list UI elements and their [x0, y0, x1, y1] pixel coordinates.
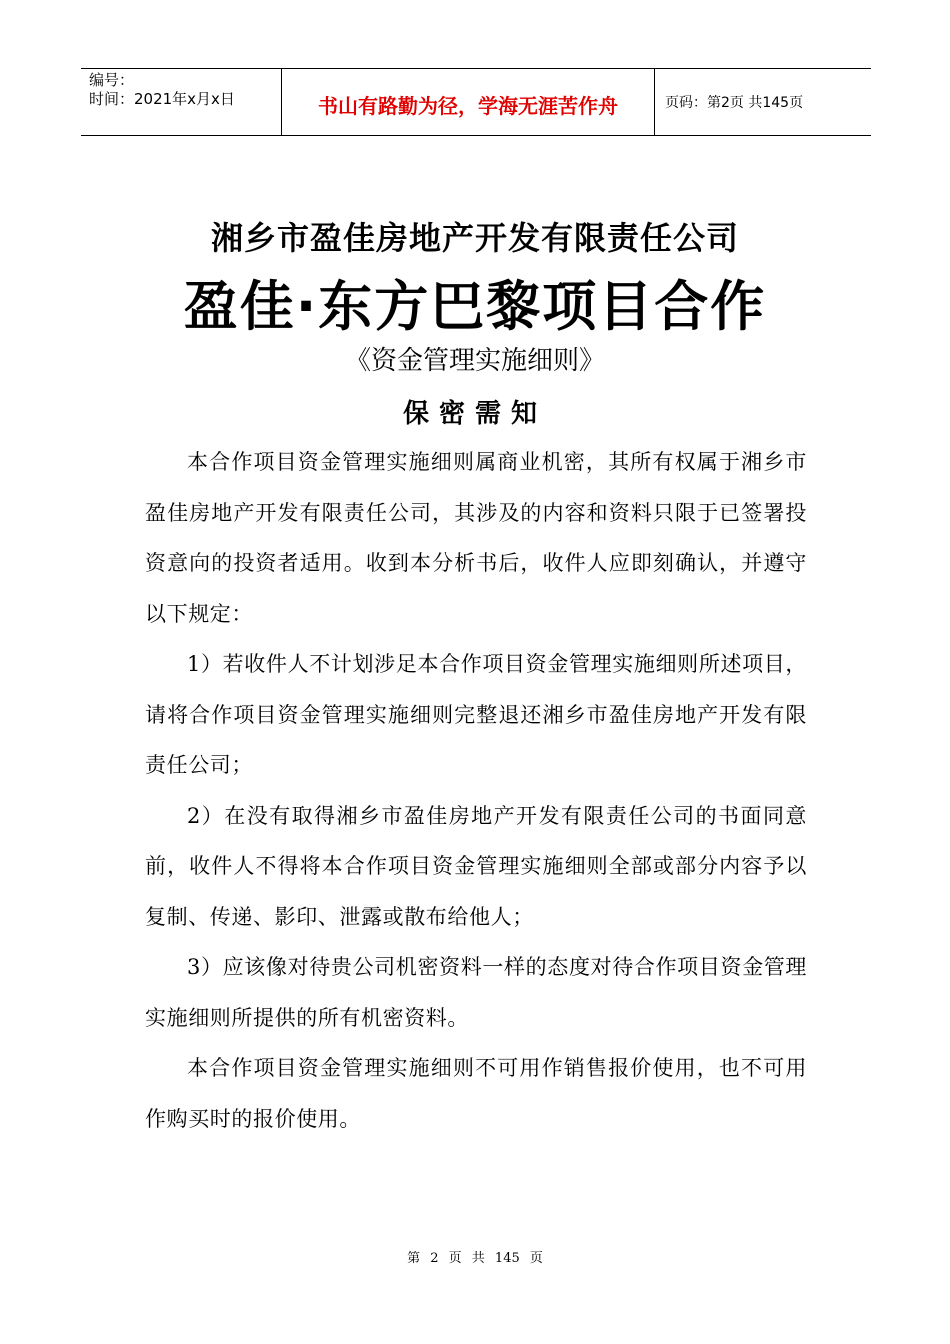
paragraph-rule-3: 3）应该像对待贵公司机密资料一样的态度对待合作项目资金管理实施细则所提供的所有机密资料。 [145, 955, 807, 1030]
document-name: 《资金管理实施细则》 [344, 346, 605, 376]
paragraph-closing: 本合作项目资金管理实施细则不可用作销售报价使用，也不可用作购买时的报价使用。 [145, 1056, 807, 1131]
paragraph-rule-1: 1）若收件人不计划涉足本合作项目资金管理实施细则所述项目，请将合作项目资金管理实施细则完整退还湘乡市盈佳房地产开发有限责任公司； [145, 652, 807, 777]
paragraph-intro: 本合作项目资金管理实施细则属商业机密，其所有权属于湘乡市盈佳房地产开发有限责任公司，其涉及的内容和资料只限于已签署投资意向的投资者适用。收到本分析书后，收件人应即刻确认，并遵守以下规定： [145, 450, 807, 626]
page-info: 页码：第2页 共145页 [665, 95, 804, 111]
header-table [81, 68, 871, 136]
paragraph-rule-2: 2）在没有取得湘乡市盈佳房地产开发有限责任公司的书面同意前，收件人不得将本合作项目资金管理实施细则全部或部分内容予以复制、传递、影印、泄露或散布给他人； [145, 803, 807, 929]
number-label: 编号： [89, 71, 135, 89]
confidentiality-body [145, 437, 807, 1144]
motto: 书山有路勤为径，学海无涯苦作舟 [282, 69, 655, 135]
project-title: 盈佳·东方巴黎项目合作 [183, 275, 767, 338]
notice-heading: 保密需知 [402, 399, 547, 429]
page-footer: 第 2 页 共 145 页 [407, 1251, 543, 1266]
header-meta-cell [81, 69, 282, 135]
company-title: 湘乡市盈佳房地产开发有限责任公司 [210, 219, 739, 257]
time-label: 时间：2021年x月x日 [89, 90, 235, 108]
